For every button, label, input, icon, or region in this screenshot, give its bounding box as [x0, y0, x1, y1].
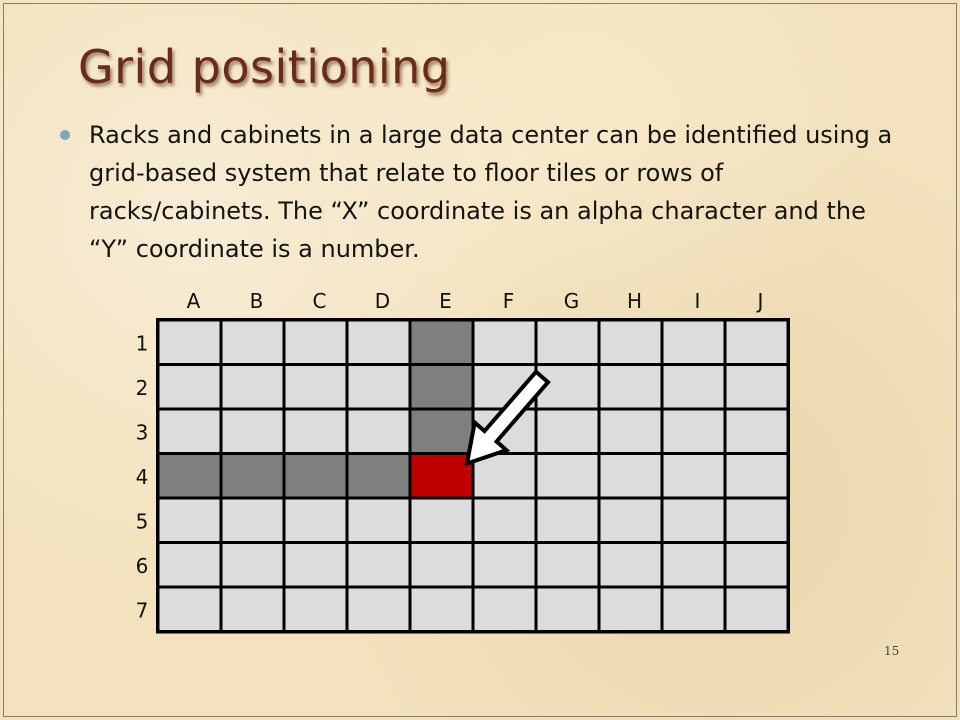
- column-label: G: [563, 289, 580, 313]
- row-label: 3: [135, 420, 149, 445]
- grid-cell-A1: [160, 322, 220, 364]
- column-label: B: [249, 289, 264, 313]
- grid-cell-H4: [601, 455, 661, 497]
- grid-cell-C3: [286, 411, 346, 453]
- grid-cell-C2: [286, 366, 346, 408]
- grid-cell-D2: [349, 366, 409, 408]
- grid-cell-D5: [349, 500, 409, 542]
- grid-cell-E3: [412, 411, 472, 453]
- grid-cell-H2: [601, 366, 661, 408]
- grid-cell-E2: [412, 366, 472, 408]
- grid-cell-C1: [286, 322, 346, 364]
- column-label: D: [374, 289, 391, 313]
- grid-cell-G1: [538, 322, 598, 364]
- grid-cell-H5: [601, 500, 661, 542]
- grid-cell-D4: [349, 455, 409, 497]
- grid-cell-I4: [664, 455, 724, 497]
- bullet-text: Racks and cabinets in a large data center can be identified using a grid-based system that relate to floor tiles or rows of racks/cabinets. The “X” coordinate is an alpha character and the “Y” coordinate is a number.: [89, 121, 893, 263]
- slide-title: Grid positioning: [78, 40, 451, 94]
- grid-cell-E5: [412, 500, 472, 542]
- grid-cell-G7: [538, 589, 598, 631]
- grid-cell-H7: [601, 589, 661, 631]
- grid-cell-H6: [601, 544, 661, 586]
- column-label: A: [186, 289, 201, 313]
- grid-cell-F7: [475, 589, 535, 631]
- grid-cell-G4: [538, 455, 598, 497]
- grid-cell-E4: [412, 455, 472, 497]
- row-label: 2: [135, 375, 149, 400]
- grid-cell-E6: [412, 544, 472, 586]
- grid-cell-A5: [160, 500, 220, 542]
- grid-cell-A6: [160, 544, 220, 586]
- grid-cell-D7: [349, 589, 409, 631]
- grid-cell-G6: [538, 544, 598, 586]
- grid-cell-I3: [664, 411, 724, 453]
- grid-cell-I1: [664, 322, 724, 364]
- grid-cell-C5: [286, 500, 346, 542]
- column-label: H: [626, 289, 643, 313]
- grid-cell-C7: [286, 589, 346, 631]
- grid-cell-B5: [223, 500, 283, 542]
- grid-cell-F1: [475, 322, 535, 364]
- grid-cell-J3: [727, 411, 787, 453]
- row-label: 1: [135, 331, 149, 356]
- grid-cell-B3: [223, 411, 283, 453]
- grid-cell-J6: [727, 544, 787, 586]
- grid-cell-J5: [727, 500, 787, 542]
- grid-cell-F6: [475, 544, 535, 586]
- page-number: 15: [884, 644, 900, 658]
- row-label: 7: [135, 598, 149, 623]
- grid-cell-F5: [475, 500, 535, 542]
- row-label: 5: [135, 509, 149, 534]
- grid-cell-D3: [349, 411, 409, 453]
- grid-cell-A3: [160, 411, 220, 453]
- grid-cell-J4: [727, 455, 787, 497]
- grid-cell-J2: [727, 366, 787, 408]
- column-label: C: [312, 289, 327, 313]
- grid-cell-H1: [601, 322, 661, 364]
- row-label: 6: [135, 553, 149, 578]
- row-label: 4: [135, 464, 149, 489]
- grid-cell-B2: [223, 366, 283, 408]
- grid-cell-E7: [412, 589, 472, 631]
- grid-cell-G5: [538, 500, 598, 542]
- grid-cell-A4: [160, 455, 220, 497]
- grid-cell-B4: [223, 455, 283, 497]
- grid-cell-I6: [664, 544, 724, 586]
- grid-cell-B1: [223, 322, 283, 364]
- grid-cell-G3: [538, 411, 598, 453]
- grid-cell-I2: [664, 366, 724, 408]
- column-label: J: [757, 289, 764, 313]
- grid-cell-C4: [286, 455, 346, 497]
- grid-cell-J1: [727, 322, 787, 364]
- grid-cell-B7: [223, 589, 283, 631]
- grid-cell-E1: [412, 322, 472, 364]
- column-label: E: [439, 289, 452, 313]
- grid-cell-C6: [286, 544, 346, 586]
- grid-cell-B6: [223, 544, 283, 586]
- column-label: F: [502, 289, 515, 313]
- column-label: I: [694, 289, 701, 313]
- grid-cell-I7: [664, 589, 724, 631]
- grid-cell-J7: [727, 589, 787, 631]
- grid-cell-I5: [664, 500, 724, 542]
- grid-cell-H3: [601, 411, 661, 453]
- grid-cell-D1: [349, 322, 409, 364]
- grid-cell-A2: [160, 366, 220, 408]
- grid-cell-D6: [349, 544, 409, 586]
- grid-cell-A7: [160, 589, 220, 631]
- grid-cell-F4: [475, 455, 535, 497]
